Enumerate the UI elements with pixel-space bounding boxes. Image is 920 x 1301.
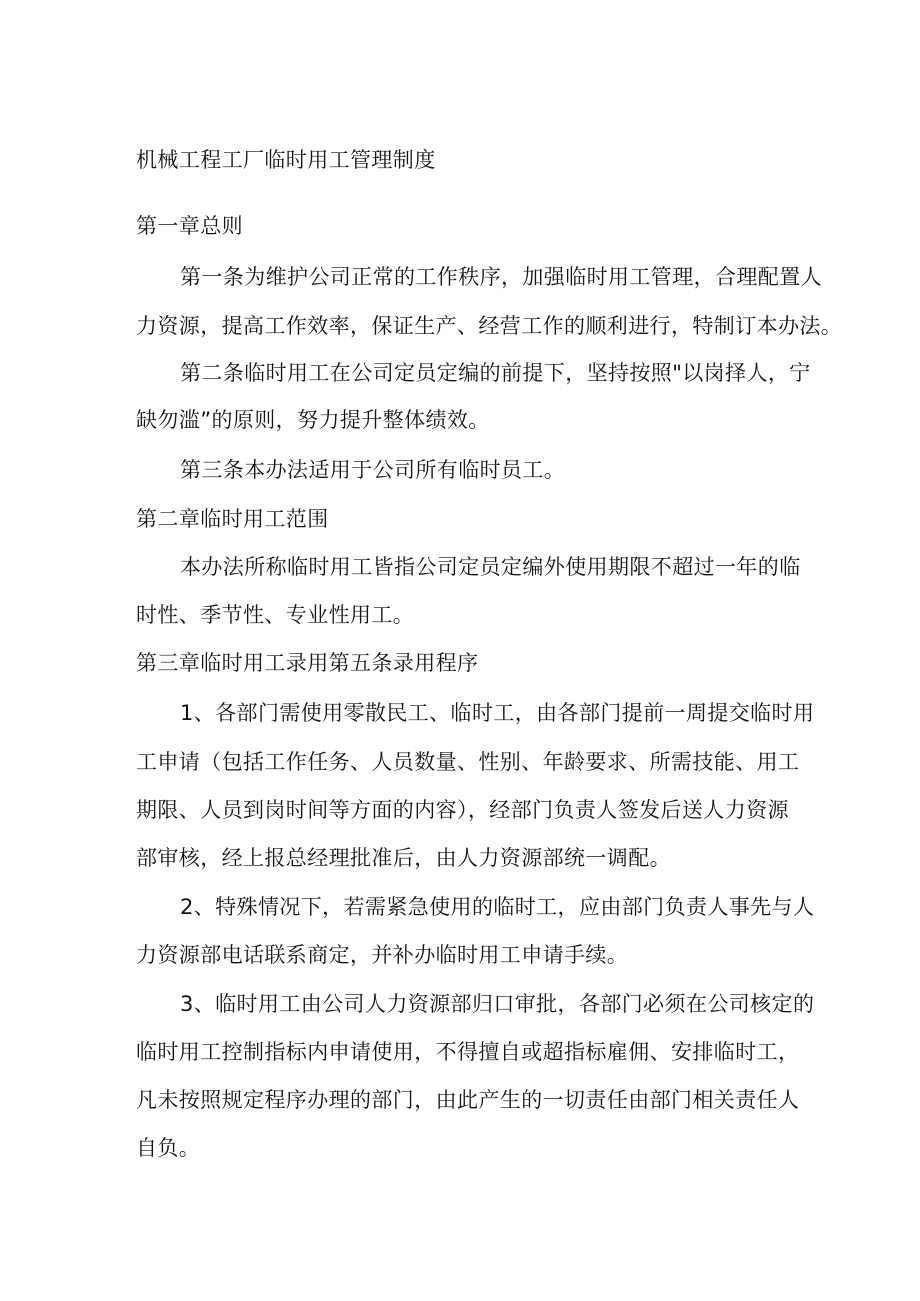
item-1-line-2: 工申请（包括工作任务、人员数量、性别、年龄要求、所需技能、用工 [136, 750, 800, 774]
chapter-1-heading: 第一章总则 [136, 214, 243, 238]
item-1-line-1: 1、各部门需使用零散民工、临时工，由各部门提前一周提交临时用 [180, 701, 815, 725]
chapter-2-heading: 第二章临时用工范围 [136, 507, 329, 531]
document-title: 机械工程工厂临时用工管理制度 [136, 148, 436, 172]
article-1-line-1: 第一条为维护公司正常的工作秩序，加强临时用工管理，合理配置人 [180, 265, 822, 289]
chapter-2-paragraph-line-1: 本办法所称临时用工皆指公司定员定编外使用期限不超过一年的临 [180, 555, 801, 579]
chapter-3-heading: 第三章临时用工录用第五条录用程序 [136, 651, 479, 675]
article-2-line-1: 第二条临时用工在公司定员定编的前提下，坚持按照"以岗择人，宁 [180, 361, 811, 385]
item-2-line-1: 2、特殊情况下，若需紧急使用的临时工，应由部门负责人事先与人 [180, 895, 815, 919]
chapter-2-paragraph-line-2: 时性、季节性、专业性用工。 [136, 603, 415, 627]
article-2-line-2: 缺勿滥”的原则，努力提升整体绩效。 [136, 408, 490, 432]
item-1-line-3: 期限、人员到岗时间等方面的内容），经部门负责人签发后送人力资源 [136, 798, 789, 822]
item-1-line-4: 部审核，经上报总经理批准后，由人力资源部统一调配。 [136, 846, 671, 870]
item-3-line-2: 临时用工控制指标内申请使用，不得擅自或超指标雇佣、安排临时工， [136, 1040, 800, 1064]
item-3-line-1: 3、临时用工由公司人力资源部归口审批，各部门必须在公司核定的 [180, 992, 815, 1016]
item-3-line-4: 自负。 [136, 1136, 201, 1160]
article-3-line-1: 第三条本办法适用于公司所有临时员工。 [180, 458, 566, 482]
item-3-line-3: 凡未按照规定程序办理的部门，由此产生的一切责任由部门相关责任人 [136, 1088, 800, 1112]
article-1-line-2: 力资源，提高工作效率，保证生产、经营工作的顺利进行，特制订本办法。 [136, 314, 843, 338]
item-2-line-2: 力资源部电话联系商定，并补办临时用工申请手续。 [136, 943, 629, 967]
